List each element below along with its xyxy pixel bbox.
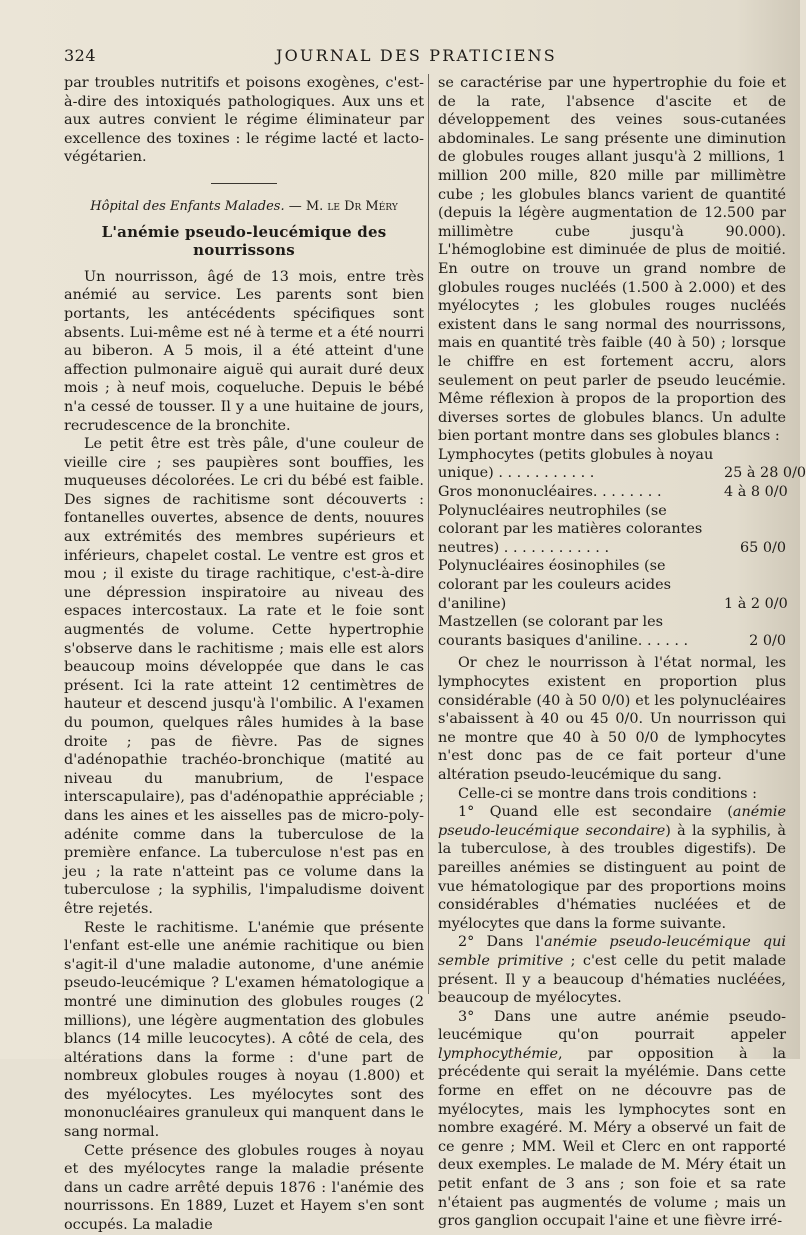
cell-type: Gros mononucléaires. . . . . . . . [438,484,662,501]
cell-count-row [438,483,786,502]
emphasis: lymphocythémie [438,1045,559,1062]
condition-2 [438,933,786,1007]
paragraph: Or chez le nourrisson à l'état normal, les lymphocytes existent en proportion plus considérable (40 à 50 0/0) et les polynucléaires s'abaissent à 40 ou 45 0/0. Un nourrisson qui ne montre que 40 à 50 0/0 de lymphocytes n'est donc pas de ce fait porteur d'une altération pseudo-leucémique du sang. [438,655,786,783]
paragraph: Un nourrisson, âgé de 13 mois, entre très anémié au service. Les parents sont bien portants, les antécédents spécifiques sont absents. Lui-même est né à terme et a été nourri au biberon. A 5 mois, il a été atteint d'une affection pulmonaire aiguë qui aurait duré deux mois ; à neuf mois, coqueluche. Depuis le bébé n'a cessé de tousser. Il y a une huitaine de jours, recrudescence de la bronchite. [64,268,424,434]
column-divider [428,74,429,994]
condition-3 [438,1008,786,1231]
text-span: ; c'est celle du petit malade présent. Il y a beaucoup d'hématies nucléées, beaucoup de myélocytes. [438,952,786,1007]
paragraph: Le petit être est très pâle, d'une couleur de vieille cire ; ses paupières sont bouffies, les muqueuses décolorées. Le cri du bébé est faible. Des signes de rachitisme sont découverts : fontanelles ouvertes, absence de dents, nouures aux extrémités des membres supérieurs et inférieurs, chapelet costal. Le ventre est gros et mou ; il existe du tirage rachitique, c'est-à-dire une dépression inspiratoire au niveau des espaces intercostaux. La rate et le foie sont augmentés de volume. Cette hypertrophie s'observe dans le rachitisme ; mais elle est alors beaucoup moins développée que dans le cas présent. Ici la rate atteint 12 centimètres de hauteur et descend jusqu'à l'ombilic. A l'examen du poumon, quelques râles humides à la base droite ; pas de fièvre. Pas de signes d'adénopathie trachéo-bronchique (matité au niveau du manubrium, de l'espace interscapulaire), pas d'adénopathie appréciable ; dans les aines et les aisselles pas de micro-poly-adénite comme dans la tuberculose de la première enfance. La tuberculose n'est pas en jeu ; la rate n'atteint pas ce volume dans la tuberculose ; la syphilis, l'impaludisme doivent être rejetés. [64,436,424,917]
cell-type: Mastzellen (se colorant par les courants basiques d'aniline. . . . . . [438,614,689,649]
cell-percentage: 4 à 8 0/0 [724,484,788,501]
condition-1 [438,803,786,933]
right-column [438,74,806,1231]
cell-percentage: 65 0/0 [739,539,786,556]
doctor-name: — M. le Dr Méry [288,198,398,214]
cell-type: Polynucléaires neutrophiles (se colorant par les matières colorantes neutres) . . . . . . . . . . . . [438,502,703,556]
paragraph: Cette présence des globules rouges à noyau et des myélocytes range la maladie présente dans un cadre arrêté depuis 1876 : l'anémie des nourrissons. En 1889, Luzet et Hayem s'en sont occupés. La maladie [64,1142,424,1234]
text-span: 2° Dans l' [458,934,545,951]
paragraph: Celle-ci se montre dans trois conditions : [458,785,757,802]
cell-type: Lymphocytes (petits globules à noyau unique) . . . . . . . . . . . [438,446,714,482]
cell-type: Polynucléaires éosinophiles (se colorant par les couleurs acides d'aniline) [438,558,671,612]
cell-percentage: 1 à 2 0/0 [724,595,788,612]
emphasis: anémie pseudo-leucémique secondaire [438,804,786,839]
hospital-line [64,198,424,217]
text-span: , par opposition à la précédente qui serait la myélémie. Dans cette forme en effet on ne découvre pas de myélocytes, mais les lymphocytes sont en nombre exagéré. M. Méry a observé un fait de ce genre ; MM. Weil et Clerc en ont rapporté deux exemples. Le malade de M. Méry était un petit enfant de 3 ans ; son foie et sa rate n'étaient pas augmentés de volume ; mais un gros ganglion occupait l'aine et une fièvre irré- [438,1045,786,1230]
journal-title: JOURNAL DES PRATICIENS [276,46,557,65]
left-column [64,74,424,1235]
section-divider [211,183,277,184]
cell-percentage: 25 à 28 0/0 [724,465,806,482]
text-span: 3° Dans une autre anémie pseudo-leucémique qu'on pourrait appeler [438,1008,786,1044]
cell-count-row [438,557,786,613]
text-span: 1° Quand elle est secondaire ( [458,804,733,821]
paragraph: se caractérise par une hypertrophie du foie et de la rate, l'absence d'ascite et de développement des veines sous-cutanées abdominales. Le sang présente une diminution de globules rouges allant jusqu'à 2 millions, 1 million 200 mille, 820 mille par millimètre cube ; les globules blancs varient de quantité (depuis la légère augmentation de 12.500 par millimètre cube jusqu'à 90.000). L'hémoglobine est diminuée de plus de moitié. En outre on trouve un grand nombre de globules rouges nucléés (1.500 à 2.000) et des myélocytes ; les globules rouges nucléés existent dans le sang normal des nourrissons, mais en quantité très faible (40 à 50) ; lorsque le chiffre en est fortement accru, alors seulement on peut parler de pseudo leucémie. Même réflexion à propos de la proportion des diverses sortes de globules blancs. Un adulte bien portant montre dans ses globules blancs : [438,75,786,445]
cell-count-row [438,446,806,483]
page-number: 324 [64,46,97,65]
cell-count-row [438,613,786,650]
paragraph: Reste le rachitisme. L'anémie que présente l'enfant est-elle une anémie rachitique ou bien s'agit-il d'une maladie autonome, d'une anémie pseudo-leucémique ? L'examen hématologique a montré une diminution des globules rouges (2 millions), une légère augmentation des globules blancs (14 mille leucocytes). A côté de cela, des altérations dans la forme : d'une part de nombreux globules rouges à noyau (1.800) et des myélocytes. Les myélocytes sont des mononucléaires granuleux qui manquent dans le sang normal. [64,919,424,1141]
cell-count-row [438,502,786,558]
cell-count-list [438,446,806,651]
page-header [64,44,769,66]
hospital-name: Hôpital des Enfants Malades. [90,198,285,214]
intro-paragraph: par troubles nutritifs et poisons exogènes, c'est-à-dire des intoxiqués pathologiques. Aux uns et aux autres convient le régime éliminateur par excellence des toxines : le régime lacté et lacto-végétarien. [64,75,424,166]
article-title: L'anémie pseudo-leucémique des nourrissons [101,222,387,260]
emphasis: anémie pseudo-leucémique qui semble primitive [438,934,786,969]
text-span: ) à la syphilis, à la tuberculose, à des troubles digestifs). De pareilles anémies se distinguent au point de vue hématologique par des proportions moins considérables d'hématies nucléées et de myélocytes que dans la forme suivante. [438,822,786,932]
cell-percentage: 2 0/0 [749,632,786,649]
